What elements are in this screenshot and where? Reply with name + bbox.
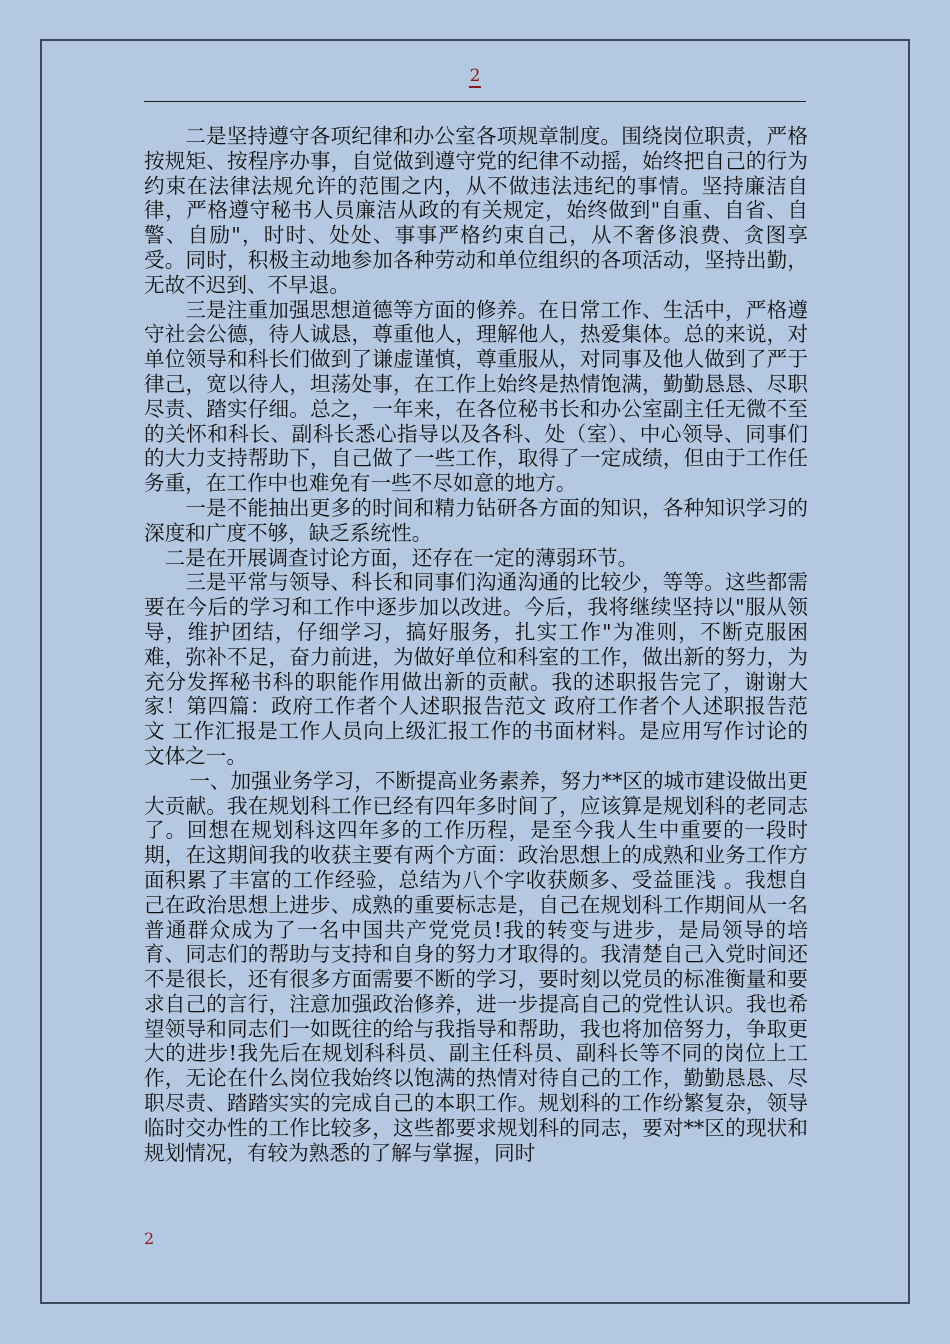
paragraph: 一是不能抽出更多的时间和精力钻研各方面的知识，各种知识学习的深度和广度不够，缺乏系统性。 [144,495,808,545]
paragraph: 一、加强业务学习，不断提高业务素养，努力**区的城市建设做出更大贡献。我在规划科工作已经有四年多时间了，应该算是规划科的老同志了。回想在规划科这四年多的工作历程，是至今我人生中重要的一段时期，在这期间我的收获主要有两个方面：政治思想上的成熟和业务工作方面积累了丰富的工作经验，总结为八个字收获颇多、受益匪浅 。我想自己在政治思想上进步、成熟的重要标志是，自己在规划科工作期间从一名普通群众成为了一名中国共产党党员!我的转变与进步，是局领导的培育、同志们的帮助与支持和自身的努力才取得的。我清楚自己入党时间还不是很长，还有很多方面需要不断的学习，要时刻以党员的标准衡量和要求自己的言行，注意加强政治修养，进一步提高自己的党性认识。我也希望领导和同志们一如既往的给与我指导和帮助，我也将加倍努力，争取更大的进步!我先后在规划科科员、副主任科员、副科长等不同的岗位上工作，无论在什么岗位我始终以饱满的热情对待自己的工作，勤勤恳恳、尽职尽责、踏踏实实的完成自己的本职工作。规划科的工作纷繁复杂，领导临时交办性的工作比较多，这些都要求规划科的同志，要对**区的现状和规划情况，有较为熟悉的了解与掌握，同时 [144,768,808,1165]
footer-page-number: 2 [144,1229,155,1248]
paragraph: 二是坚持遵守各项纪律和办公室各项规章制度。围绕岗位职责，严格按规矩、按程序办事，自觉做到遵守党的纪律不动摇，始终把自己的行为约束在法律法规允许的范围之内，从不做违法违纪的事情。坚持廉洁自律，严格遵守秘书人员廉洁从政的有关规定，始终做到"自重、自省、自警、自励"，时时、处处、事事严格约束自己，从不奢侈浪费、贪图享受。同时，积极主动地参加各种劳动和单位组织的各项活动，坚持出勤，无故不迟到、不早退。 [144,124,808,297]
paragraph: 三是注重加强思想道德等方面的修养。在日常工作、生活中，严格遵守社会公德，待人诚恳，尊重他人，理解他人，热爱集体。总的来说，对单位领导和科长们做到了谦虚谨慎，尊重服从，对同事及他人做到了严于律己，宽以待人，坦荡处事，在工作上始终是热情饱满，勤勤恳恳、尽职尽责、踏实仔细。总之，一年来，在各位秘书长和办公室副主任无微不至的关怀和科长、副科长悉心指导以及各科、处（室）、中心领导、同事们的大力支持帮助下，自己做了一些工作，取得了一定成绩，但由于工作任务重，在工作中也难免有一些不尽如意的地方。 [144,297,808,496]
header-page-number [0,66,950,86]
document-body [144,124,808,1165]
header-rule [144,101,806,102]
header-page-number-text: 2 [469,66,481,86]
paragraph: 三是平常与领导、科长和同事们沟通沟通的比较少，等等。这些都需要在今后的学习和工作中逐步加以改进。今后，我将继续坚持以"服从领导，维护团结，仔细学习，搞好服务，扎实工作"为准则，不断克服困难，弥补不足，奋力前进，为做好单位和科室的工作，做出新的努力，为充分发挥秘书科的职能作用做出新的贡献。我的述职报告完了，谢谢大家！第四篇：政府工作者个人述职报告范文 政府工作者个人述职报告范文 工作汇报是工作人员向上级汇报工作的书面材料。是应用写作讨论的文体之一。 [144,570,808,768]
paragraph: 二是在开展调查讨论方面，还存在一定的薄弱环节。 [164,545,639,570]
